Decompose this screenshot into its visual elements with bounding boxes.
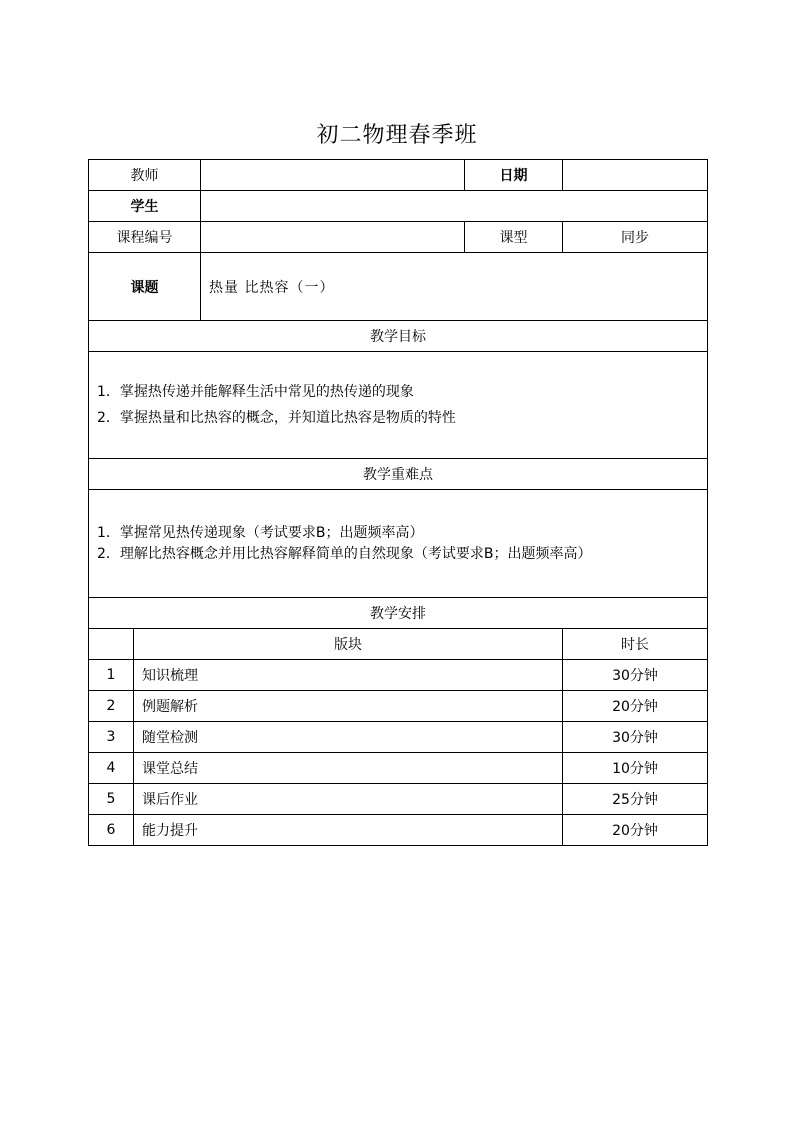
table-row bbox=[89, 660, 708, 691]
student-row bbox=[89, 191, 708, 222]
table-row bbox=[89, 691, 708, 722]
teacher-field[interactable] bbox=[201, 160, 465, 191]
row-duration: 10分钟 bbox=[563, 753, 708, 784]
page-title: 初二物理春季班 bbox=[316, 123, 478, 148]
course-no-field[interactable] bbox=[201, 222, 465, 253]
table-row bbox=[89, 753, 708, 784]
difficulty-item: 2．理解比热容概念并用比热容解释简单的自然现象（考试要求B；出题频率高） bbox=[97, 546, 592, 562]
schedule-no-header bbox=[89, 629, 134, 660]
row-number: 4 bbox=[89, 753, 134, 784]
row-module: 课堂总结 bbox=[134, 753, 563, 784]
difficulties-content bbox=[89, 490, 708, 598]
row-number: 2 bbox=[89, 691, 134, 722]
course-type-value: 同步 bbox=[563, 222, 708, 253]
row-module: 课后作业 bbox=[134, 784, 563, 815]
row-duration: 20分钟 bbox=[563, 691, 708, 722]
lesson-plan-table bbox=[88, 159, 708, 846]
table-row bbox=[89, 784, 708, 815]
course-row bbox=[89, 222, 708, 253]
difficulties-heading-row bbox=[89, 459, 708, 490]
row-number: 5 bbox=[89, 784, 134, 815]
topic-label: 课题 bbox=[89, 253, 201, 321]
table-row bbox=[89, 815, 708, 846]
row-number: 1 bbox=[89, 660, 134, 691]
goals-content bbox=[89, 352, 708, 459]
course-type-label: 课型 bbox=[465, 222, 563, 253]
row-duration: 20分钟 bbox=[563, 815, 708, 846]
student-field[interactable] bbox=[201, 191, 708, 222]
schedule-module-header: 版块 bbox=[134, 629, 563, 660]
goals-content-row bbox=[89, 352, 708, 459]
goal-item: 1．掌握热传递并能解释生活中常见的热传递的现象 bbox=[97, 384, 414, 400]
schedule-heading-row bbox=[89, 598, 708, 629]
difficulties-heading: 教学重难点 bbox=[89, 459, 708, 490]
schedule-heading: 教学安排 bbox=[89, 598, 708, 629]
date-label: 日期 bbox=[465, 160, 563, 191]
date-field[interactable] bbox=[563, 160, 708, 191]
row-duration: 30分钟 bbox=[563, 722, 708, 753]
row-number: 6 bbox=[89, 815, 134, 846]
row-number: 3 bbox=[89, 722, 134, 753]
topic-value: 热量 比热容（一） bbox=[201, 253, 708, 321]
row-module: 随堂检测 bbox=[134, 722, 563, 753]
teacher-label: 教师 bbox=[89, 160, 201, 191]
goals-heading-row bbox=[89, 321, 708, 352]
course-no-label: 课程编号 bbox=[89, 222, 201, 253]
row-duration: 30分钟 bbox=[563, 660, 708, 691]
row-duration: 25分钟 bbox=[563, 784, 708, 815]
teacher-row bbox=[89, 160, 708, 191]
row-module: 例题解析 bbox=[134, 691, 563, 722]
student-label: 学生 bbox=[89, 191, 201, 222]
row-module: 知识梳理 bbox=[134, 660, 563, 691]
goal-item: 2．掌握热量和比热容的概念，并知道比热容是物质的特性 bbox=[97, 410, 456, 426]
table-row bbox=[89, 722, 708, 753]
schedule-columns-row bbox=[89, 629, 708, 660]
row-module: 能力提升 bbox=[134, 815, 563, 846]
schedule-duration-header: 时长 bbox=[563, 629, 708, 660]
topic-row bbox=[89, 253, 708, 321]
goals-heading: 教学目标 bbox=[89, 321, 708, 352]
difficulty-item: 1．掌握常见热传递现象（考试要求B；出题频率高） bbox=[97, 525, 424, 541]
difficulties-content-row bbox=[89, 490, 708, 598]
